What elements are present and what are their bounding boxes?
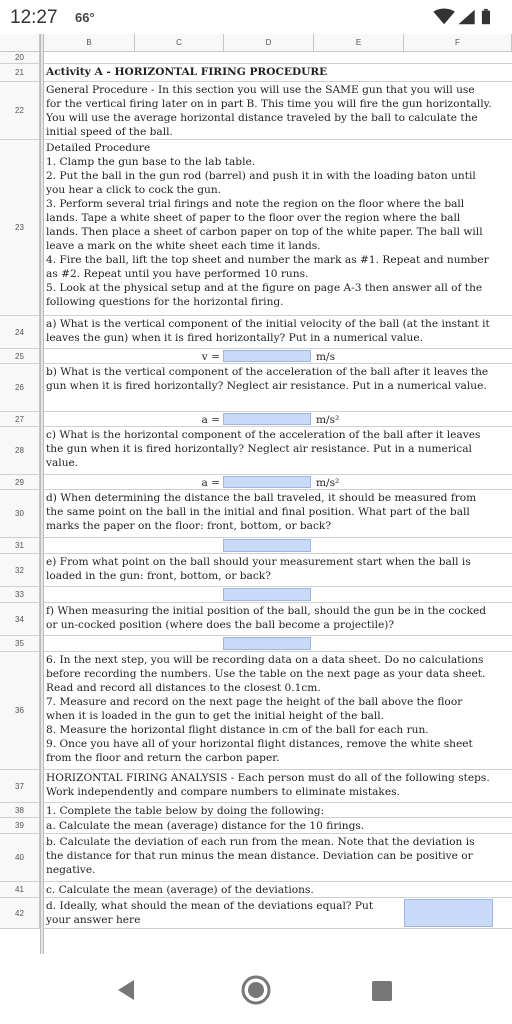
- row-header[interactable]: 24: [0, 316, 40, 349]
- corner-header: [0, 34, 40, 52]
- spreadsheet[interactable]: [0, 34, 512, 954]
- answer-input-cell[interactable]: [223, 350, 311, 362]
- cell-text[interactable]: b) What is the vertical component of the acceleration of the ball after it leaves the gun when it is fired horizontally? Neglect air resistance. Put in a numerical value.: [46, 366, 492, 392]
- cell-text[interactable]: c) What is the horizontal component of the acceleration of the ball after it leaves the gun when it is fired horizontally? Neglect air resistance. Put in a numerical value.: [46, 429, 484, 469]
- cell-text[interactable]: b. Calculate the deviation of each run from the mean. Note that the deviation is the distance for that run minus the mean distance. Deviation can be positive or negative.: [46, 836, 478, 876]
- row-header[interactable]: 26: [0, 364, 40, 412]
- row-header[interactable]: 27: [0, 412, 40, 427]
- navigation-bar: [0, 954, 512, 1024]
- answer-input-cell[interactable]: [223, 539, 311, 552]
- cell-text[interactable]: Activity A - HORIZONTAL FIRING PROCEDURE: [46, 66, 328, 78]
- unit-label: m/s²: [316, 414, 340, 426]
- status-icons: [428, 8, 498, 26]
- answer-input-cell[interactable]: [223, 637, 311, 650]
- row-header[interactable]: 30: [0, 490, 40, 538]
- cell-text[interactable]: HORIZONTAL FIRING ANALYSIS - Each person must do all of the following steps. Work independently and compare numbers to eliminate mistakes.: [46, 772, 494, 798]
- sheet-row[interactable]: [40, 587, 512, 603]
- answer-input-cell[interactable]: [223, 588, 311, 601]
- row-header[interactable]: 21: [0, 64, 40, 82]
- column-header-e[interactable]: E: [314, 34, 404, 52]
- sheet-row[interactable]: [40, 652, 512, 770]
- answer-label: a =: [201, 414, 220, 426]
- row-header[interactable]: 38: [0, 803, 40, 818]
- sheet-row[interactable]: [40, 64, 512, 82]
- answer-input-cell[interactable]: [223, 476, 311, 488]
- answer-input-cell[interactable]: [223, 413, 311, 425]
- back-icon[interactable]: [114, 978, 138, 1002]
- frozen-column-divider: [40, 34, 44, 954]
- row-header[interactable]: 28: [0, 427, 40, 475]
- column-header-f[interactable]: F: [404, 34, 512, 52]
- sheet-row[interactable]: [40, 603, 512, 636]
- sheet-row[interactable]: [40, 82, 512, 140]
- sheet-row[interactable]: [40, 882, 512, 898]
- column-header-b[interactable]: B: [44, 34, 135, 52]
- sheet-row[interactable]: [40, 364, 512, 412]
- cell-text[interactable]: 1. Complete the table below by doing the following:: [46, 805, 325, 817]
- home-icon[interactable]: [240, 974, 272, 1006]
- row-header[interactable]: 37: [0, 770, 40, 803]
- signal-icon: [459, 10, 475, 24]
- unit-label: m/s²: [316, 477, 340, 489]
- column-header-d[interactable]: D: [224, 34, 314, 52]
- status-temperature: 66°: [75, 10, 95, 25]
- row-header[interactable]: 22: [0, 82, 40, 140]
- column-header-c[interactable]: C: [135, 34, 224, 52]
- row-header[interactable]: 29: [0, 475, 40, 490]
- sheet-row[interactable]: [40, 427, 512, 475]
- row-header[interactable]: 20: [0, 52, 40, 64]
- sheet-row[interactable]: [40, 636, 512, 652]
- answer-label: a =: [201, 477, 220, 489]
- sheet-row[interactable]: [40, 834, 512, 882]
- row-header[interactable]: 31: [0, 538, 40, 554]
- sheet-row[interactable]: [40, 554, 512, 587]
- row-header[interactable]: 25: [0, 349, 40, 364]
- row-header[interactable]: 35: [0, 636, 40, 652]
- row-header[interactable]: 34: [0, 603, 40, 636]
- sheet-row[interactable]: [40, 349, 512, 364]
- battery-icon: [482, 9, 490, 24]
- sheet-row[interactable]: [40, 316, 512, 349]
- sheet-row[interactable]: [40, 412, 512, 427]
- cell-text[interactable]: e) From what point on the ball should your measurement start when the ball is loaded in the gun: front, bottom, or back?: [46, 556, 475, 582]
- row-header[interactable]: 33: [0, 587, 40, 603]
- sheet-row[interactable]: [40, 538, 512, 554]
- row-header[interactable]: 40: [0, 834, 40, 882]
- sheet-row[interactable]: [40, 898, 512, 929]
- status-time: 12:27: [10, 7, 58, 28]
- sheet-row[interactable]: [40, 475, 512, 490]
- cell-text[interactable]: c. Calculate the mean (average) of the deviations.: [46, 884, 314, 896]
- row-header[interactable]: 41: [0, 882, 40, 898]
- sheet-row[interactable]: [40, 770, 512, 803]
- cell-text[interactable]: a. Calculate the mean (average) distance for the 10 firings.: [46, 820, 365, 832]
- wifi-icon: [433, 8, 455, 24]
- answer-input-cell[interactable]: [404, 899, 493, 927]
- sheet-row[interactable]: [40, 818, 512, 834]
- row-header[interactable]: 42: [0, 898, 40, 929]
- cell-text[interactable]: General Procedure - In this section you will use the SAME gun that you will use for the vertical firing later on in part B. This time you will fire the gun horizontally. You will use the average horizontal distance traveled by the ball to calculate the initial speed of the ball.: [46, 84, 495, 138]
- status-bar: [0, 0, 512, 34]
- cell-text[interactable]: a) What is the vertical component of the initial velocity of the ball (at the instant it leaves the gun) when it is fired horizontally? Put in a numerical value.: [46, 318, 494, 344]
- sheet-row[interactable]: [40, 52, 512, 64]
- row-header[interactable]: 32: [0, 554, 40, 587]
- sheet-row[interactable]: [40, 490, 512, 538]
- cell-text[interactable]: 6. In the next step, you will be recording data on a data sheet. Do no calculations before recording the numbers. Use the table on the next page as your data sheet. Read and record all distances to the closest 0.1cm. 7. Measure and record on the next page the height of the ball above the floor when it is loaded in the gun to get the initial height of the ball. 8. Measure the horizontal flight distance in cm of the ball for each run. 9. Once you have all of your horizontal flight distances, remove the white sheet from the floor and return the carbon paper.: [46, 654, 486, 764]
- cell-text[interactable]: f) When measuring the initial position of the ball, should the gun be in the cocked or un-cocked position (where does the ball become a projectile)?: [46, 605, 490, 631]
- row-header[interactable]: 23: [0, 140, 40, 316]
- sheet-row[interactable]: [40, 803, 512, 818]
- answer-label: v =: [201, 351, 220, 363]
- cell-text[interactable]: Detailed Procedure 1. Clamp the gun base to the lab table. 2. Put the ball in the gun rod (barrel) and push it in with the loading baton until you hear a click to cock the gun. 3. Perform several trial firings and note the region on the floor where the ball lands. Tape a white sheet of paper to the floor over the region where the ball lands. Then place a sheet of carbon paper on top of the white paper. The ball will leave a mark on the white sheet each time it lands. 4. Fire the ball, lift the top sheet and number the mark as #1. Repeat and number as #2. Repeat until you have performed 10 runs. 5. Look at the physical setup and at the figure on page A-3 then answer all of the following questions for the horizontal firing.: [46, 142, 489, 308]
- unit-label: m/s: [316, 351, 336, 363]
- row-header[interactable]: 39: [0, 818, 40, 834]
- sheet-row[interactable]: [40, 140, 512, 316]
- recents-icon[interactable]: [371, 980, 393, 1002]
- cell-text[interactable]: d. Ideally, what should the mean of the deviations equal? Put your answer here: [46, 900, 377, 926]
- cell-text[interactable]: d) When determining the distance the ball traveled, it should be measured from the same point on the ball in the initial and final position. What part of the ball marks the paper on the floor: front, bottom, or back?: [46, 492, 480, 532]
- row-header[interactable]: 36: [0, 652, 40, 770]
